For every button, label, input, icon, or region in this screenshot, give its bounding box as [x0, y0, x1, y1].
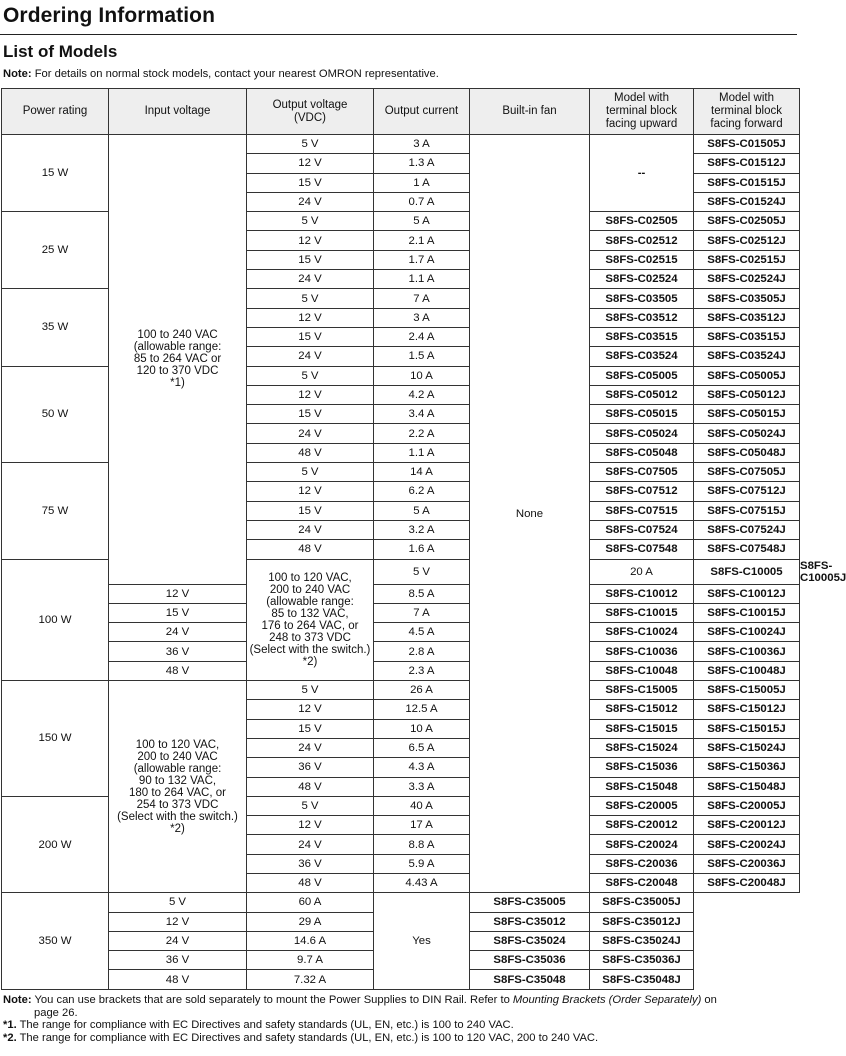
output-current-cell: 5.9 A — [374, 854, 470, 873]
table-row — [2, 893, 800, 912]
output-voltage-cell: 15 V — [247, 250, 374, 269]
input-voltage-line: (Select with the switch.) — [249, 643, 371, 656]
footnote-label: *2. — [3, 1031, 17, 1044]
model-forward-cell: S8FS-C05005J — [694, 366, 800, 385]
model-upward-cell: S8FS-C35005 — [470, 893, 590, 912]
header-line: terminal block — [606, 105, 677, 117]
model-forward-cell: S8FS-C15012J — [694, 700, 800, 719]
output-voltage-cell: 5 V — [247, 289, 374, 308]
model-upward-cell: S8FS-C07515 — [590, 501, 694, 520]
output-voltage-cell: 15 V — [247, 501, 374, 520]
input-voltage-line: *2) — [302, 655, 318, 668]
output-voltage-cell: 5 V — [247, 212, 374, 231]
model-forward-cell: S8FS-C02512J — [694, 231, 800, 250]
output-current-cell: 12.5 A — [374, 700, 470, 719]
output-current-cell: 10 A — [374, 366, 470, 385]
model-forward-cell: S8FS-C07505J — [694, 463, 800, 482]
output-current-cell: 8.8 A — [374, 835, 470, 854]
model-upward-cell: S8FS-C05012 — [590, 385, 694, 404]
output-current-cell: 17 A — [374, 816, 470, 835]
output-current-cell: 1.6 A — [374, 540, 470, 559]
model-upward-cell: S8FS-C20005 — [590, 796, 694, 815]
output-voltage-cell: 5 V — [247, 135, 374, 154]
input-voltage-cell — [109, 135, 247, 585]
output-current-cell: 7 A — [374, 289, 470, 308]
output-voltage-cell: 5 V — [247, 366, 374, 385]
power-rating-cell: 25 W — [2, 212, 109, 289]
section-title: List of Models — [3, 42, 118, 61]
output-current-cell: 1.3 A — [374, 154, 470, 173]
output-current-cell: 7.32 A — [247, 970, 374, 989]
input-voltage-cell — [109, 681, 247, 893]
model-upward-cell: S8FS-C02515 — [590, 250, 694, 269]
output-current-cell: 5 A — [374, 212, 470, 231]
table-row — [2, 642, 800, 661]
model-upward-cell: S8FS-C20048 — [590, 873, 694, 892]
output-current-cell: 4.2 A — [374, 385, 470, 404]
table-row — [2, 584, 800, 603]
output-current-cell: 1.1 A — [374, 270, 470, 289]
note-text: For details on normal stock models, contact your nearest OMRON representative. — [31, 68, 439, 80]
mounting-brackets-reference: Mounting Brackets (Order Separately) — [512, 994, 702, 1006]
output-voltage-cell: 15 V — [109, 603, 247, 622]
header-line: facing forward — [710, 118, 783, 130]
input-voltage-line: 200 to 240 VAC — [137, 750, 218, 763]
model-forward-cell: S8FS-C20036J — [694, 854, 800, 873]
model-upward-cell: S8FS-C03515 — [590, 327, 694, 346]
model-forward-cell: S8FS-C15024J — [694, 738, 800, 757]
model-upward-cell: S8FS-C15012 — [590, 700, 694, 719]
output-voltage-cell: 24 V — [109, 623, 247, 642]
model-upward-cell: S8FS-C02505 — [590, 212, 694, 231]
input-voltage-cell — [247, 559, 374, 680]
output-voltage-cell: 48 V — [109, 661, 247, 680]
output-current-cell: 20 A — [590, 559, 694, 584]
output-voltage-cell: 36 V — [247, 758, 374, 777]
model-upward-cell: S8FS-C20036 — [590, 854, 694, 873]
output-voltage-cell: 15 V — [247, 327, 374, 346]
header-line: facing upward — [605, 118, 678, 130]
output-voltage-cell: 36 V — [109, 642, 247, 661]
header-output-voltage-line: Output voltage — [272, 98, 348, 111]
model-forward-cell: S8FS-C10024J — [694, 623, 800, 642]
header-output-voltage-unit: (VDC) — [294, 111, 326, 124]
model-upward-cell: S8FS-C35012 — [470, 912, 590, 931]
output-voltage-cell: 48 V — [247, 443, 374, 462]
footnote-text: The range for compliance with EC Directives and safety standards (UL, EN, etc.) is 100 to 240 VAC. — [16, 1019, 514, 1031]
input-voltage-line: *2) — [170, 822, 185, 835]
header-output-current: Output current — [374, 89, 470, 135]
input-voltage-line: 85 to 264 VAC or — [133, 353, 222, 366]
note-page-ref: page 26. — [34, 1006, 78, 1019]
header-line: Model with — [614, 92, 669, 104]
model-upward-cell: S8FS-C05005 — [590, 366, 694, 385]
output-voltage-cell: 5 V — [247, 463, 374, 482]
model-forward-cell: S8FS-C35012J — [590, 912, 694, 931]
output-current-cell: 4.5 A — [374, 623, 470, 642]
model-upward-cell: S8FS-C05015 — [590, 405, 694, 424]
output-current-cell: 3.4 A — [374, 405, 470, 424]
output-voltage-cell: 5 V — [374, 559, 470, 584]
output-voltage-cell: 5 V — [247, 796, 374, 815]
model-upward-cell: S8FS-C07524 — [590, 520, 694, 539]
header-model-upward — [590, 89, 694, 135]
input-voltage-line: 176 to 264 VAC, or — [261, 619, 359, 632]
header-line: Model with — [719, 92, 774, 104]
model-upward-cell: S8FS-C20024 — [590, 835, 694, 854]
output-current-cell: 26 A — [374, 681, 470, 700]
output-current-cell: 3 A — [374, 135, 470, 154]
model-upward-cell: S8FS-C05024 — [590, 424, 694, 443]
header-line: terminal block — [711, 105, 782, 117]
model-forward-cell: S8FS-C35048J — [590, 970, 694, 989]
table-row — [2, 603, 800, 622]
model-forward-cell: S8FS-C03524J — [694, 347, 800, 366]
power-rating-cell: 350 W — [2, 893, 109, 989]
output-voltage-cell: 36 V — [109, 951, 247, 970]
output-current-cell: 10 A — [374, 719, 470, 738]
output-current-cell: 1.1 A — [374, 443, 470, 462]
built-in-fan-cell: None — [470, 135, 590, 893]
model-upward-cell: S8FS-C15005 — [590, 681, 694, 700]
header-power-rating: Power rating — [2, 89, 109, 135]
model-forward-cell: S8FS-C35005J — [590, 893, 694, 912]
model-forward-cell: S8FS-C35036J — [590, 951, 694, 970]
output-voltage-cell: 24 V — [247, 192, 374, 211]
model-forward-cell: S8FS-C10048J — [694, 661, 800, 680]
output-current-cell: 14.6 A — [247, 931, 374, 950]
din-rail-note — [3, 994, 797, 1007]
input-voltage-line: (allowable range: — [133, 762, 222, 775]
output-voltage-cell: 24 V — [247, 738, 374, 757]
built-in-fan-cell: Yes — [374, 893, 470, 989]
models-table-body — [2, 135, 846, 990]
model-upward-cell: S8FS-C03524 — [590, 347, 694, 366]
model-forward-cell: S8FS-C20005J — [694, 796, 800, 815]
table-row — [2, 661, 800, 680]
table-row — [2, 135, 800, 154]
input-voltage-line: 100 to 240 VAC — [137, 329, 218, 342]
output-voltage-cell: 24 V — [247, 520, 374, 539]
model-forward-cell: S8FS-C03515J — [694, 327, 800, 346]
input-voltage-line: 248 to 373 VDC — [269, 631, 351, 644]
output-voltage-cell: 12 V — [247, 700, 374, 719]
model-forward-cell: S8FS-C20012J — [694, 816, 800, 835]
output-current-cell: 6.2 A — [374, 482, 470, 501]
output-voltage-cell: 24 V — [247, 835, 374, 854]
model-forward-cell: S8FS-C01512J — [694, 154, 800, 173]
output-current-cell: 1.5 A — [374, 347, 470, 366]
model-forward-cell: S8FS-C15036J — [694, 758, 800, 777]
power-rating-cell: 200 W — [2, 796, 109, 892]
model-forward-cell: S8FS-C02524J — [694, 270, 800, 289]
input-voltage-line: 100 to 120 VAC, — [268, 571, 352, 584]
model-upward-cell: S8FS-C35036 — [470, 951, 590, 970]
header-row — [2, 89, 800, 135]
model-forward-cell: S8FS-C01505J — [694, 135, 800, 154]
model-upward-cell: S8FS-C07512 — [590, 482, 694, 501]
output-voltage-cell: 48 V — [247, 777, 374, 796]
input-voltage-line: 90 to 132 VAC, — [138, 774, 217, 787]
model-upward-cell: S8FS-C35024 — [470, 931, 590, 950]
model-upward-cell: S8FS-C03505 — [590, 289, 694, 308]
model-upward-cell: S8FS-C07505 — [590, 463, 694, 482]
output-current-cell: 9.7 A — [247, 951, 374, 970]
note-label: Note: — [3, 994, 32, 1006]
model-forward-cell: S8FS-C07515J — [694, 501, 800, 520]
input-voltage-line: (Select with the switch.) — [117, 810, 238, 823]
model-forward-cell: S8FS-C15005J — [694, 681, 800, 700]
footnote-1 — [3, 1019, 797, 1032]
output-voltage-cell: 12 V — [109, 912, 247, 931]
output-voltage-cell: 5 V — [109, 893, 247, 912]
output-current-cell: 29 A — [247, 912, 374, 931]
footnotes — [3, 994, 797, 1044]
output-current-cell: 3.3 A — [374, 777, 470, 796]
output-voltage-cell: 36 V — [247, 854, 374, 873]
footnote-text: The range for compliance with EC Directives and safety standards (UL, EN, etc.) is 100 to 120 VAC, 200 to 240 VAC. — [16, 1031, 599, 1044]
model-upward-unavailable: -- — [590, 135, 694, 212]
output-voltage-cell: 12 V — [247, 816, 374, 835]
output-current-cell: 60 A — [247, 893, 374, 912]
model-forward-cell: S8FS-C05048J — [694, 443, 800, 462]
model-upward-cell: S8FS-C10015 — [590, 603, 694, 622]
output-current-cell: 2.1 A — [374, 231, 470, 250]
model-forward-cell: S8FS-C05015J — [694, 405, 800, 424]
model-upward-cell: S8FS-C35048 — [470, 970, 590, 989]
output-voltage-cell: 15 V — [247, 719, 374, 738]
model-forward-cell: S8FS-C10012J — [694, 584, 800, 603]
header-built-in-fan: Built-in fan — [470, 89, 590, 135]
model-forward-cell: S8FS-C05012J — [694, 385, 800, 404]
output-voltage-cell: 12 V — [109, 584, 247, 603]
header-model-forward — [694, 89, 800, 135]
power-rating-cell: 50 W — [2, 366, 109, 462]
input-voltage-line: 85 to 132 VAC, — [271, 607, 349, 620]
output-voltage-cell: 48 V — [247, 540, 374, 559]
output-voltage-cell: 12 V — [247, 231, 374, 250]
model-upward-cell: S8FS-C20012 — [590, 816, 694, 835]
output-current-cell: 0.7 A — [374, 192, 470, 211]
page-title: Ordering Information — [3, 4, 215, 27]
model-forward-cell: S8FS-C02505J — [694, 212, 800, 231]
input-voltage-line: (allowable range: — [133, 341, 222, 354]
output-voltage-cell: 24 V — [247, 424, 374, 443]
output-current-cell: 3.2 A — [374, 520, 470, 539]
output-voltage-cell: 12 V — [247, 385, 374, 404]
model-upward-cell: S8FS-C10012 — [590, 584, 694, 603]
model-upward-cell: S8FS-C15015 — [590, 719, 694, 738]
model-upward-cell: S8FS-C02524 — [590, 270, 694, 289]
model-upward-cell: S8FS-C15036 — [590, 758, 694, 777]
model-upward-cell: S8FS-C07548 — [590, 540, 694, 559]
model-forward-cell: S8FS-C10015J — [694, 603, 800, 622]
input-voltage-line: 200 to 240 VAC — [269, 583, 351, 596]
output-voltage-cell: 12 V — [247, 482, 374, 501]
output-current-cell: 40 A — [374, 796, 470, 815]
model-forward-cell: S8FS-C02515J — [694, 250, 800, 269]
model-upward-cell: S8FS-C03512 — [590, 308, 694, 327]
power-rating-cell: 35 W — [2, 289, 109, 366]
power-rating-cell: 75 W — [2, 463, 109, 559]
model-forward-cell: S8FS-C03512J — [694, 308, 800, 327]
output-current-cell: 2.4 A — [374, 327, 470, 346]
input-voltage-line: 180 to 264 VAC, or — [129, 786, 226, 799]
output-current-cell: 7 A — [374, 603, 470, 622]
table-row — [2, 681, 800, 700]
output-current-cell: 1 A — [374, 173, 470, 192]
output-voltage-cell: 12 V — [247, 308, 374, 327]
table-row — [2, 623, 800, 642]
model-forward-cell: S8FS-C05024J — [694, 424, 800, 443]
input-voltage-line: 120 to 370 VDC — [136, 365, 219, 378]
model-upward-cell: S8FS-C10024 — [590, 623, 694, 642]
model-forward-cell: S8FS-C07548J — [694, 540, 800, 559]
header-output-voltage — [247, 89, 374, 135]
input-voltage-line: (allowable range: — [266, 595, 354, 608]
power-rating-cell: 100 W — [2, 559, 109, 680]
output-voltage-cell: 24 V — [247, 270, 374, 289]
model-forward-cell: S8FS-C01515J — [694, 173, 800, 192]
power-rating-cell: 15 W — [2, 135, 109, 212]
output-voltage-cell: 24 V — [109, 931, 247, 950]
note-text: You can use brackets that are sold separately to mount the Power Supplies to DIN Rail. Refer to — [31, 994, 513, 1006]
output-voltage-cell: 24 V — [247, 347, 374, 366]
output-current-cell: 2.3 A — [374, 661, 470, 680]
model-upward-cell: S8FS-C05048 — [590, 443, 694, 462]
model-forward-cell: S8FS-C20024J — [694, 835, 800, 854]
power-rating-cell: 150 W — [2, 681, 109, 797]
model-forward-cell: S8FS-C15015J — [694, 719, 800, 738]
model-upward-cell: S8FS-C10036 — [590, 642, 694, 661]
output-current-cell: 8.5 A — [374, 584, 470, 603]
model-forward-cell: S8FS-C01524J — [694, 192, 800, 211]
output-current-cell: 5 A — [374, 501, 470, 520]
model-forward-cell: S8FS-C07512J — [694, 482, 800, 501]
stock-note — [3, 68, 439, 80]
table-row: 100 W 100 to 120 VAC, 200 to 240 VAC (allowable range: 85 to 132 VAC, 176 to 264 VAC, or 248 to 373 VDC (Select with the switch.) *2) 5 V 20 A S8FS-C10005 S8FS-C10005J — [2, 559, 800, 584]
header-input-voltage: Input voltage — [109, 89, 247, 135]
model-forward-cell: S8FS-C35024J — [590, 931, 694, 950]
output-current-cell: 4.43 A — [374, 873, 470, 892]
model-forward-cell: S8FS-C20048J — [694, 873, 800, 892]
output-voltage-cell: 48 V — [109, 970, 247, 989]
output-current-cell: 4.3 A — [374, 758, 470, 777]
model-forward-cell: S8FS-C03505J — [694, 289, 800, 308]
footnote-label: *1. — [3, 1019, 17, 1031]
title-divider — [0, 34, 797, 35]
output-current-cell: 1.7 A — [374, 250, 470, 269]
model-upward-cell: S8FS-C10048 — [590, 661, 694, 680]
model-forward-cell: S8FS-C15048J — [694, 777, 800, 796]
model-forward-cell: S8FS-C10036J — [694, 642, 800, 661]
model-forward-cell: S8FS-C07524J — [694, 520, 800, 539]
output-voltage-cell: 12 V — [247, 154, 374, 173]
note-label: Note: — [3, 68, 32, 80]
output-voltage-cell: 5 V — [247, 681, 374, 700]
model-upward-cell: S8FS-C15024 — [590, 738, 694, 757]
output-voltage-cell: 15 V — [247, 405, 374, 424]
output-voltage-cell: 48 V — [247, 873, 374, 892]
output-current-cell: 3 A — [374, 308, 470, 327]
models-table — [1, 88, 846, 990]
note-text: on — [701, 994, 717, 1006]
output-current-cell: 2.8 A — [374, 642, 470, 661]
output-voltage-cell: 15 V — [247, 173, 374, 192]
input-voltage-line: *1) — [170, 377, 185, 390]
output-current-cell: 2.2 A — [374, 424, 470, 443]
model-upward-cell: S8FS-C10005 — [694, 559, 800, 584]
output-current-cell: 14 A — [374, 463, 470, 482]
input-voltage-line: 254 to 373 VDC — [136, 798, 219, 811]
model-upward-cell: S8FS-C02512 — [590, 231, 694, 250]
output-current-cell: 6.5 A — [374, 738, 470, 757]
input-voltage-line: 100 to 120 VAC, — [135, 738, 220, 751]
footnote-2 — [3, 1032, 797, 1045]
model-upward-cell: S8FS-C15048 — [590, 777, 694, 796]
